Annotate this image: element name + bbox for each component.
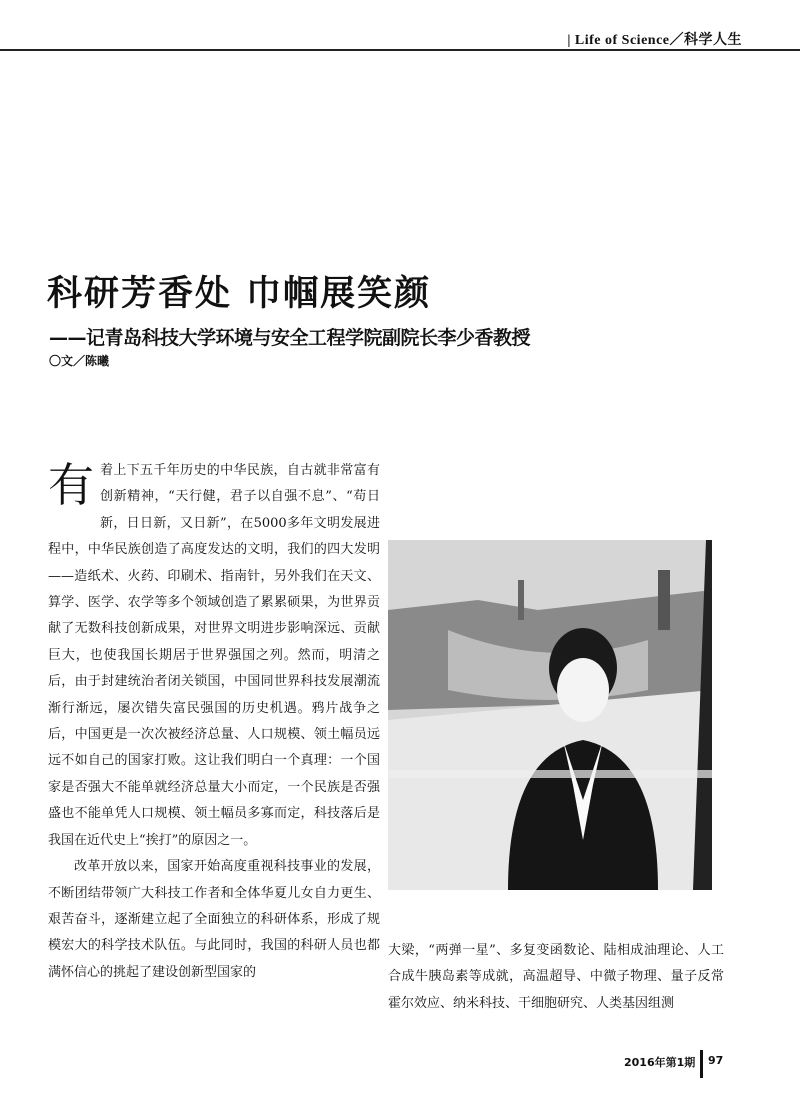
photo-railing [388, 770, 712, 778]
paragraph-1 [48, 458, 380, 854]
paragraph-2: 改革开放以来，国家开始高度重视科技事业的发展，不断团结带领广大科技工作者和全体华夏儿女自力更生、艰苦奋斗，逐渐建立起了全面独立的科研体系，形成了规模宏大的科学技术队伍。与此同时，我国的科研人员也都满怀信心的挑起了建设创新型国家的 [48, 859, 380, 980]
paragraph-3: 大梁，“两弹一星”、多复变函数论、陆相成油理论、人工合成牛胰岛素等成就，高温超导、中微子物理、量子反常霍尔效应、纳米科技、干细胞研究、人类基因组测 [388, 943, 724, 1011]
portrait-photo [388, 540, 712, 890]
issue-label: 2016年第1期 [624, 1056, 696, 1069]
running-header [0, 27, 800, 49]
footer-bar [700, 1050, 703, 1078]
paragraph-1-text: 着上下五千年历史的中华民族，自古就非常富有创新精神，“天行健，君子以自强不息”、“苟日新，日日新，又日新”，在5000多年文明发展进程中，中华民族创造了高度发达的文明，我们的四大发明——造纸术、火药、印刷术、指南针，另外我们在天文、算学、医学、农学等多个领域创造了累累硕果，为世界贡献了无数科技创新成果，对世界文明进步影响深远、贡献巨大，也使我国长期居于世界强国之列。然而，明清之后，由于封建统治者闭关锁国，中国同世界科技发展潮流渐行渐远，屡次错失富民强国的历史机遇。鸦片战争之后，中国更是一次次被经济总量、人口规模、领土幅员远远不如自己的国家打败。这让我们明白一个真理：一个国家是否强大不能单就经济总量大小而定，一个民族是否强盛也不能单凭人口规模、领土幅员多寡而定，科技落后是我国在近代史上“挨打”的原因之一。 [48, 463, 380, 848]
page-number: 97 [708, 1054, 724, 1067]
photo-tower [658, 570, 670, 630]
drop-cap: 有 [48, 458, 94, 512]
header-rule [0, 49, 800, 51]
article-title: 科研芳香处 巾帼展笑颜 [47, 274, 432, 314]
body-column-left [48, 458, 380, 986]
article-byline: 〇文／陈曦 [49, 354, 110, 368]
photo-tower-2 [518, 580, 524, 620]
article-subtitle: ——记青岛科技大学环境与安全工程学院副院长李少香教授 [49, 327, 531, 349]
portrait-photo-illustration [388, 540, 712, 890]
photo-face [557, 658, 609, 722]
running-head-text: | Life of Science／科学人生 [567, 33, 742, 48]
body-column-right [388, 938, 724, 1017]
